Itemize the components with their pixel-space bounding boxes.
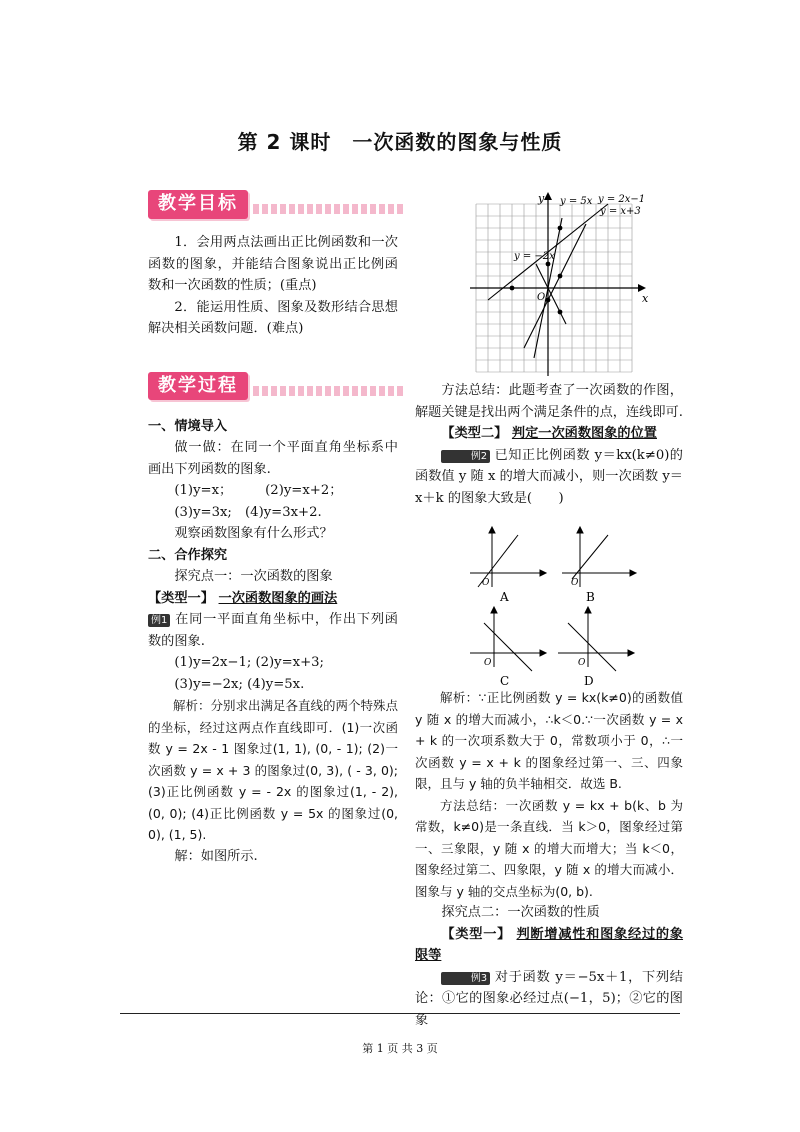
type-3-title: 判断增减性和图象经过的象限等 bbox=[415, 926, 684, 963]
point bbox=[558, 226, 563, 231]
type-1-label: 【类型一】 bbox=[148, 590, 214, 606]
example-3-text: 对于函数 y＝−5x＋1，下列结论：①它的图象必经过点(−1，5)；②它的图象 bbox=[415, 969, 683, 1028]
y-axis-arrow bbox=[544, 192, 552, 200]
intro-functions-2: (3)y=3x; (4)y=3x+2. bbox=[174, 504, 322, 520]
method-summary-2: 方法总结：一次函数 y = kx + b(k、b 为常数，k≠0)是一条直线．当 k＞0，图象经过第一、三象限，y 随 x 的增大而增大；当 k＜0，图象经过第二、四象限，y 随 x 的增大而减小．图象与 y 轴的交点坐标为(0, b). bbox=[415, 797, 683, 899]
label-y-neg2x: y = −2x bbox=[514, 251, 555, 262]
method-summary-1: 方法总结：此题考查了一次函数的作图，解题关键是找出两个满足条件的点，连线即可. bbox=[415, 383, 683, 420]
example-3-tag: 例3 bbox=[441, 972, 490, 985]
intro-functions-1: (1)y=x； (2)y=x+2； bbox=[174, 483, 343, 498]
choice-c-graph bbox=[470, 607, 546, 671]
point bbox=[558, 274, 563, 279]
explore-point-1: 探究点一：一次函数的图象 bbox=[174, 569, 333, 584]
goal-2: 2．能运用性质、图象及数形结合思想解决相关函数问题．(难点) bbox=[148, 299, 398, 336]
origin-label: O bbox=[482, 578, 490, 588]
type-1-title: 一次函数图象的画法 bbox=[218, 590, 338, 606]
process-banner bbox=[148, 372, 398, 406]
origin-label: O bbox=[484, 658, 492, 668]
y-axis-label: y bbox=[538, 192, 545, 205]
process-banner-label: 教学过程 bbox=[148, 372, 248, 401]
label-y-2x-1: y = 2x−1 bbox=[598, 194, 646, 205]
example-2-text: 已知正比例函数 y＝kx(k≠0)的函数值 y 随 x 的增大而减小，则一次函数 y＝x＋k 的图象大致是( ) bbox=[415, 447, 683, 506]
section-1-heading: 一、情境导入 bbox=[148, 418, 228, 434]
intro-text: 做一做：在同一个平面直角坐标系中画出下列函数的图象. bbox=[148, 440, 398, 477]
example-1-functions-1: (1)y=2x−1; (2)y=x+3; bbox=[174, 655, 324, 670]
point bbox=[510, 286, 515, 291]
explore-point-2: 探究点二：一次函数的性质 bbox=[441, 905, 600, 920]
right-column bbox=[415, 380, 683, 1031]
section-2-heading: 二、合作探究 bbox=[148, 547, 228, 563]
origin-label: O bbox=[571, 578, 579, 588]
page-footer: 第 1 页 共 3 页 bbox=[362, 1042, 438, 1055]
page-title: 第 2 课时 一次函数的图象与性质 bbox=[237, 130, 563, 154]
example-2 bbox=[415, 445, 683, 510]
footer-divider bbox=[120, 1013, 680, 1014]
type-3-label: 【类型一】 bbox=[441, 926, 512, 942]
type-3-heading bbox=[415, 924, 683, 967]
example-1-tag: 例1 bbox=[148, 614, 170, 627]
origin-label: O bbox=[537, 292, 546, 303]
analysis-1: 解析：分别求出满足各直线的两个特殊点的坐标，经过这两点作直线即可．(1)一次函数 y = 2x - 1 图象过(1, 1), (0, - 1); (2)一次函数 y = x + 3 的图象过(0, 3), ( - 3, 0); (3)正比例函数 y = - 2x 的图象过(1, - 2), (0, 0); (4)正比例函数 y = 5x 的图象过(0, 0), (1, 5). bbox=[148, 698, 399, 842]
left-column bbox=[148, 190, 398, 867]
answer-choice-graphs bbox=[470, 525, 650, 690]
function-graph-figure bbox=[470, 192, 660, 376]
type-1-heading bbox=[148, 588, 398, 610]
type-2-title: 判定一次函数图象的位置 bbox=[511, 426, 657, 441]
point bbox=[546, 298, 551, 303]
type-2-heading bbox=[415, 423, 683, 445]
goal-1: 1．会用两点法画出正比例函数和一次函数的图象，并能结合图象说出正比例函数和一次函数的性质；(重点) bbox=[148, 235, 398, 293]
point bbox=[558, 310, 563, 315]
goals-banner-label: 教学目标 bbox=[148, 190, 248, 219]
intro-question: 观察函数图象有什么形式？ bbox=[174, 526, 333, 541]
choice-c-label: C bbox=[500, 674, 510, 688]
example-1 bbox=[148, 609, 398, 652]
line-y-2x-1 bbox=[524, 224, 586, 348]
goals-banner bbox=[148, 190, 398, 224]
label-y-5x: y = 5x bbox=[560, 196, 593, 207]
origin-label: O bbox=[578, 658, 586, 668]
example-1-functions-2: (3)y=−2x; (4)y=5x. bbox=[174, 676, 305, 692]
label-y-x-3: y = x+3 bbox=[600, 206, 641, 217]
choice-d-graph bbox=[558, 607, 634, 671]
example-2-tag: 例2 bbox=[441, 450, 490, 463]
x-axis-label: x bbox=[642, 292, 649, 305]
choice-a-label: A bbox=[500, 590, 509, 604]
point bbox=[546, 262, 551, 267]
analysis-2: 解析：∵正比例函数 y = kx(k≠0)的函数值 y 随 x 的增大而减小，∴k＜0.∵一次函数 y = x + k 的一次项系数大于 0，常数项小于 0，∴一次函数 y = x + k 的图象经过第一、三、四象限，且与 y 轴的负半轴相交．故选 B. bbox=[415, 690, 683, 791]
x-axis-arrow bbox=[638, 284, 646, 292]
type-2-label: 【类型二】 bbox=[441, 426, 508, 441]
choice-b-label: B bbox=[586, 590, 595, 604]
example-3 bbox=[415, 967, 683, 1032]
choice-d-label: D bbox=[584, 674, 594, 688]
example-1-text: 在同一平面直角坐标中，作出下列函数的图象. bbox=[148, 612, 398, 649]
solution-1: 解：如图所示. bbox=[174, 848, 258, 864]
